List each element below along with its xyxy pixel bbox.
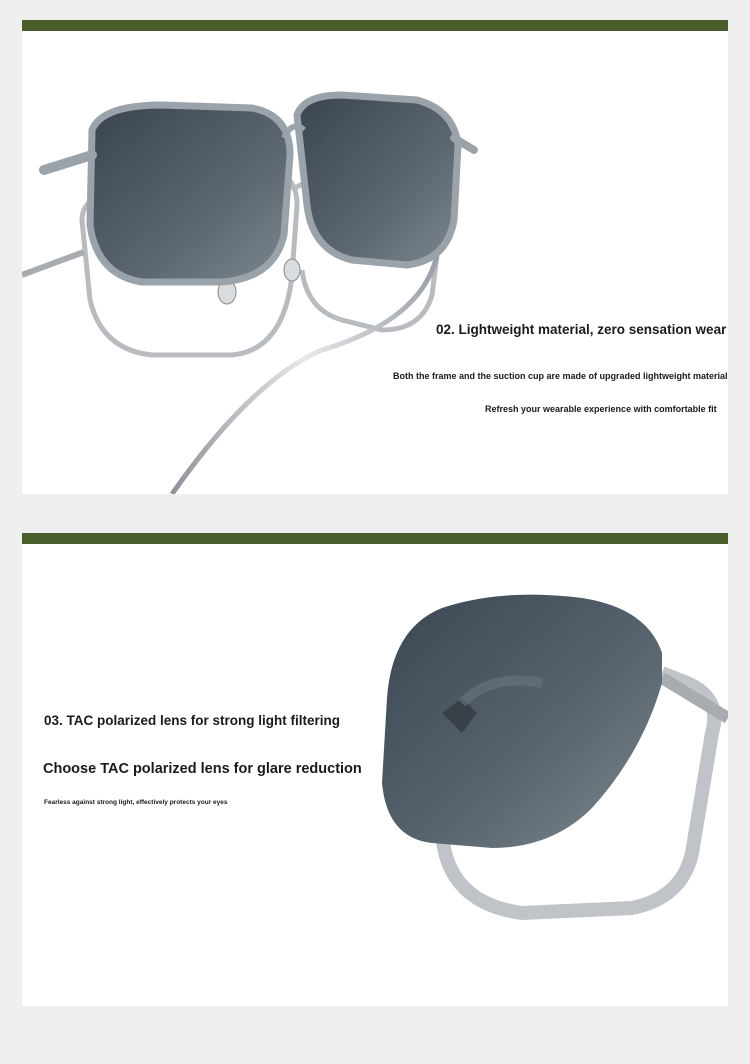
section-note: Fearless against strong light, effectively protects your eyes bbox=[44, 799, 228, 806]
product-image-glasses bbox=[22, 20, 728, 494]
clip-hinge-left bbox=[44, 155, 92, 170]
polarized-lens bbox=[382, 595, 662, 848]
nose-pad-icon bbox=[284, 259, 300, 281]
section-description-2: Refresh your wearable experience with comfortable fit bbox=[485, 404, 717, 414]
section-subtitle: Choose TAC polarized lens for glare reduction bbox=[43, 761, 362, 777]
section-title: 03. TAC polarized lens for strong light filtering bbox=[44, 713, 341, 728]
section-description-1: Both the frame and the suction cup are made of upgraded lightweight material bbox=[393, 371, 728, 381]
section-title: 02. Lightweight material, zero sensation wear bbox=[436, 322, 727, 337]
feature-panel-polarized bbox=[22, 533, 728, 1006]
metal-temple-left bbox=[22, 252, 84, 275]
clip-lens-left bbox=[90, 105, 290, 282]
clip-lens-right bbox=[297, 95, 458, 265]
feature-panel-lightweight bbox=[22, 20, 728, 494]
